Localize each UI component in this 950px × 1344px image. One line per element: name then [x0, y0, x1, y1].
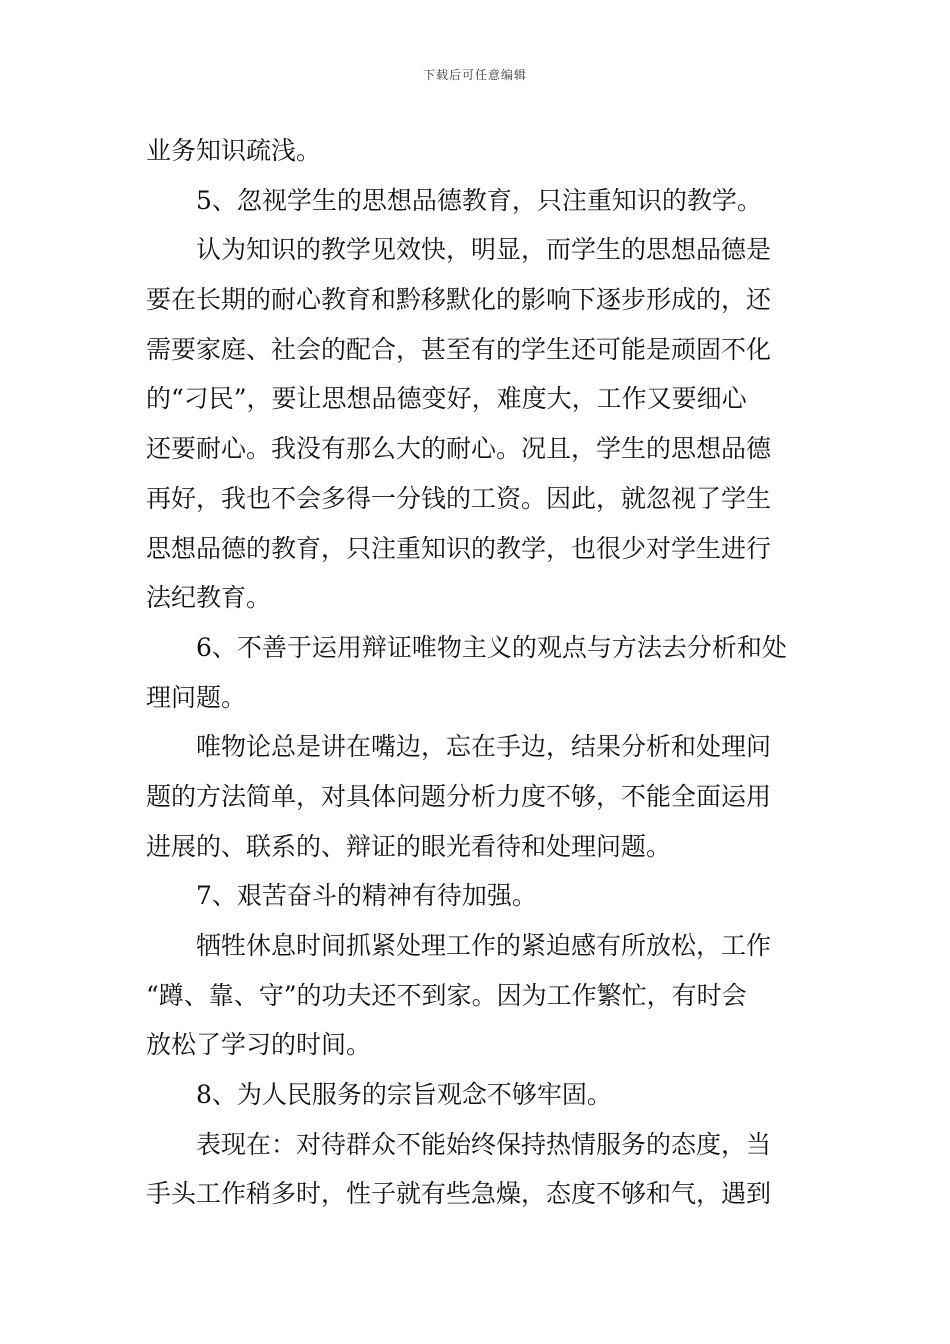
text-line-18: “蹲、靠、守”的功夫还不到家。因为工作繁忙，有时会 [146, 980, 747, 1010]
text-line-19: 放松了学习的时间。 [146, 1030, 372, 1060]
text-line-7: 还要耐心。我没有那么大的耐心。况且，学生的思想品德 [146, 434, 772, 464]
text-line-6: 的“刁民”，要让思想品德变好，难度大，工作又要细心 [146, 384, 747, 414]
text-line-4: 要在长期的耐心教育和黔移默化的影响下逐步形成的，还 [146, 285, 772, 315]
text-line-22: 手头工作稍多时，性子就有些急燥，态度不够和气，遇到 [146, 1179, 772, 1209]
text-line-5: 需要家庭、社会的配合，甚至有的学生还可能是顽固不化 [146, 334, 772, 364]
heading-item-8: 8、为人民服务的宗旨观念不够牢固。 [196, 1080, 612, 1110]
header-note: 下载后可任意编辑 [422, 68, 527, 82]
heading-item-6: 6、不善于运用辩证唯物主义的观点与方法去分析和处 [196, 632, 787, 662]
text-line-8: 再好，我也不会多得一分钱的工资。因此，就忽视了学生 [146, 483, 772, 513]
text-line-13: 唯物论总是讲在嘴边，忘在手边，结果分析和处理问 [196, 732, 772, 762]
text-line-21: 表现在：对待群众不能始终保持热情服务的态度，当 [196, 1129, 772, 1159]
text-line-14: 题的方法简单，对具体问题分析力度不够，不能全面运用 [146, 781, 772, 811]
heading-item-7: 7、艰苦奋斗的精神有待加强。 [196, 881, 537, 911]
body-text [146, 126, 811, 1219]
text-line-3: 认为知识的教学见效快，明显，而学生的思想品德是 [196, 235, 772, 265]
text-line-1: 业务知识疏浅。 [146, 136, 322, 165]
text-line-12: 理问题。 [146, 682, 247, 712]
text-line-9: 思想品德的教育，只注重知识的教学，也很少对学生进行 [146, 533, 772, 563]
heading-item-5: 5、忽视学生的思想品德教育，只注重知识的教学。 [196, 185, 762, 215]
text-line-10: 法纪教育。 [146, 583, 272, 613]
text-line-17: 牺牲休息时间抓紧处理工作的紧迫感有所放松，工作 [196, 931, 772, 960]
text-line-15: 进展的、联系的、辩证的眼光看待和处理问题。 [146, 831, 672, 861]
